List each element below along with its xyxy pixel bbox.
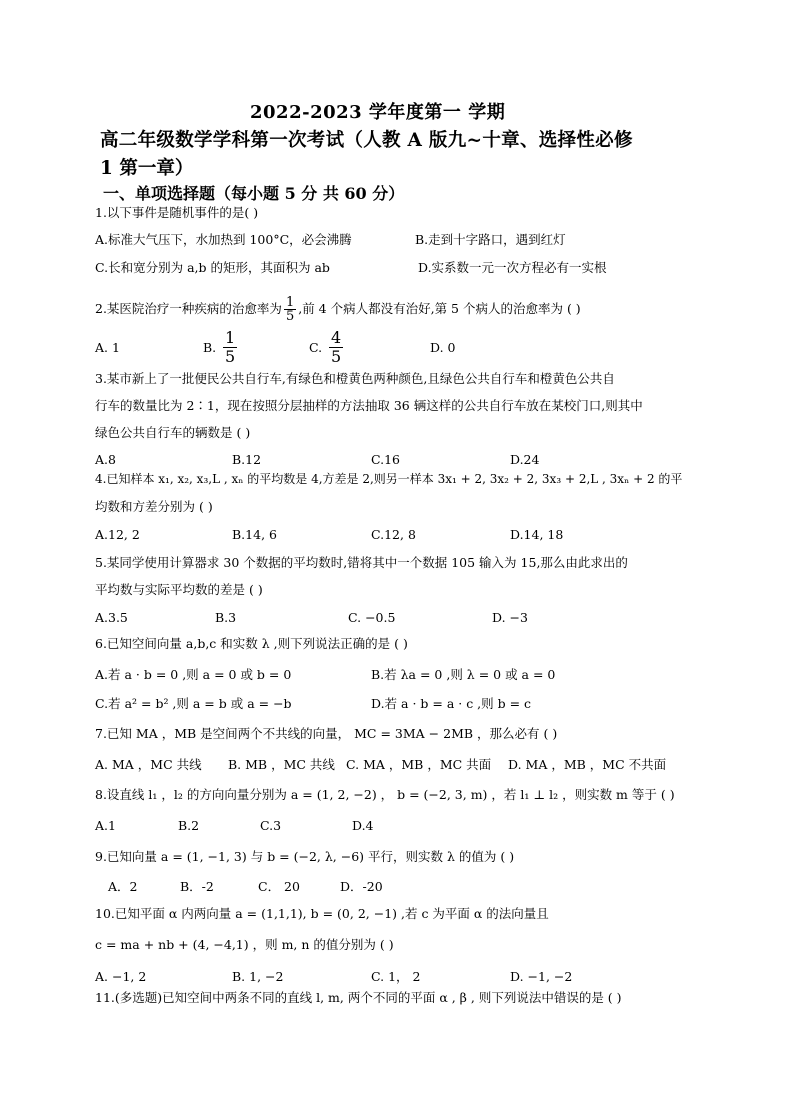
q2-option-d: D. 0 — [430, 340, 456, 355]
q4-option-d: D.14, 18 — [510, 527, 564, 542]
q2-option-b-num: 1 — [225, 328, 236, 347]
q5-option-c: C. −0.5 — [348, 610, 396, 625]
q5-option-a: A.3.5 — [95, 610, 128, 625]
q5-option-b: B.3 — [215, 610, 237, 625]
q9-option-d: D．-20 — [340, 879, 383, 894]
q1-option-d: D.实系数一元一次方程必有一实根 — [418, 260, 607, 275]
q10-option-d: D. −1, −2 — [510, 969, 573, 984]
q2-option-b-den: 5 — [225, 347, 236, 366]
q2-frac-num: 1 — [285, 295, 295, 310]
q3-line3: 绿色公共自行车的辆数是 ( ) — [95, 425, 251, 440]
q5-line2: 平均数与实际平均数的差是 ( ) — [95, 582, 263, 597]
q8-option-b: B.2 — [178, 818, 200, 833]
q3-option-b: B.12 — [232, 452, 262, 467]
q6-option-a: A.若 a · b = 0 ,则 a = 0 或 b = 0 — [95, 667, 292, 682]
q3-option-c: C.16 — [371, 452, 400, 467]
q9-stem: 9.已知向量 a = (1, −1, 3) 与 b = (−2, λ, −6) 平行，则实数 λ 的值为 ( ) — [95, 849, 515, 864]
q10-line2: c = ma + nb + (4, −4,1) ，则 m, n 的值分别为 ( ) — [95, 937, 394, 952]
q4-option-b: B.14, 6 — [232, 527, 277, 542]
q7-option-b: B. MB ，MC 共线 — [228, 757, 335, 772]
q2-option-a: A. 1 — [95, 340, 120, 355]
q9-option-a: A．2 — [108, 879, 138, 894]
q1-option-c: C.长和宽分别为 a,b 的矩形，其面积为 ab — [95, 260, 330, 275]
q6-option-b: B.若 λa = 0 ,则 λ = 0 或 a = 0 — [371, 667, 556, 682]
q2-fraction — [284, 296, 296, 323]
q6-stem: 6.已知空间向量 a,b,c 和实数 λ ,则下列说法正确的是 ( ) — [95, 636, 408, 651]
exam-main-title: 高二年级数学学科第一次考试（人教 A 版九~十章、选择性必修 — [100, 130, 633, 151]
q7-option-d: D. MA ，MB ，MC 不共面 — [508, 757, 667, 772]
q2-frac-den: 5 — [285, 309, 295, 324]
q5-line1: 5.某同学使用计算器求 30 个数据的平均数时,错将其中一个数据 105 输入为 15,那么由此求出的 — [95, 555, 628, 570]
q7-option-c: C. MA ，MB ，MC 共面 — [346, 757, 492, 772]
q8-option-c: C.3 — [260, 818, 282, 833]
q6-option-c: C.若 a² = b² ,则 a = b 或 a = −b — [95, 696, 292, 711]
q7-option-a: A. MA ，MC 共线 — [95, 757, 202, 772]
q9-option-b: B．-2 — [180, 879, 214, 894]
q2-option-b-label: B. — [203, 340, 217, 355]
q1-option-b: B.走到十字路口，遇到红灯 — [415, 232, 566, 247]
q10-option-c: C. 1， 2 — [371, 969, 421, 984]
q8-stem: 8.设直线 l₁ ，l₂ 的方向向量分别为 a = (1, 2, −2) ， b = (−2, 3, m) ，若 l₁ ⊥ l₂ ，则实数 m 等于 ( ) — [95, 787, 675, 802]
q3-option-d: D.24 — [510, 452, 540, 467]
q4-option-c: C.12, 8 — [371, 527, 416, 542]
q1-option-a: A.标准大气压下，水加热到 100°C，必会沸腾 — [95, 232, 352, 247]
q9-option-c: C． 20 — [258, 879, 300, 894]
q2-stem-post: ,前 4 个病人都没有治好,第 5 个病人的治愈率为 ( ) — [298, 301, 581, 316]
q10-option-b: B. 1, −2 — [232, 969, 284, 984]
q4-line1: 4.已知样本 x₁, x₂, x₃,L , xₙ 的平均数是 4,方差是 2,则另一样本 3x₁ + 2, 3x₂ + 2, 3x₃ + 2,L , 3xₙ + 2 的平 — [95, 472, 683, 486]
q11-stem: 11.(多选题)已知空间中两条不同的直线 l, m, 两个不同的平面 α , β , 则下列说法中错误的是 ( ) — [95, 990, 622, 1005]
q2-option-c-num: 4 — [331, 328, 342, 347]
q3-option-a: A.8 — [95, 452, 116, 467]
q2-option-b-fraction — [223, 329, 237, 366]
q7-stem: 7.已知 MA ，MB 是空间两个不共线的向量， MC = 3MA − 2MB ，那么必有 ( ) — [95, 726, 558, 741]
q2-option-c-label: C. — [309, 340, 323, 355]
q6-option-d: D.若 a · b = a · c ,则 b = c — [371, 696, 532, 711]
q8-option-d: D.4 — [352, 818, 374, 833]
q3-line1: 3.某市新上了一批便民公共自行车,有绿色和橙黄色两种颜色,且绿色公共自行车和橙黄色公共自 — [95, 371, 615, 386]
q2-option-c-den: 5 — [331, 347, 342, 366]
q2-option-c-fraction — [329, 329, 343, 366]
q10-option-a: A. −1, 2 — [95, 969, 147, 984]
q2-stem-pre: 2.某医院治疗一种疾病的治愈率为 — [95, 301, 282, 316]
q2-stem — [95, 296, 581, 323]
exam-year-title: 2022-2023 学年度第一 学期 — [250, 102, 506, 123]
q4-option-a: A.12, 2 — [95, 527, 140, 542]
q5-option-d: D. −3 — [492, 610, 528, 625]
q3-line2: 行车的数量比为 2∶1，现在按照分层抽样的方法抽取 36 辆这样的公共自行车放在某校门口,则其中 — [95, 398, 643, 413]
exam-main-title-cont: 1 第一章） — [100, 158, 194, 179]
q4-line2: 均数和方差分别为 ( ) — [95, 499, 213, 514]
q1-stem: 1.以下事件是随机事件的是( ) — [95, 205, 259, 220]
q10-line1: 10.已知平面 α 内两向量 a = (1,1,1), b = (0, 2, −1) ,若 c 为平面 α 的法向量且 — [95, 906, 549, 921]
q8-option-a: A.1 — [95, 818, 116, 833]
section-heading: 一、单项选择题（每小题 5 分 共 60 分） — [103, 184, 405, 203]
